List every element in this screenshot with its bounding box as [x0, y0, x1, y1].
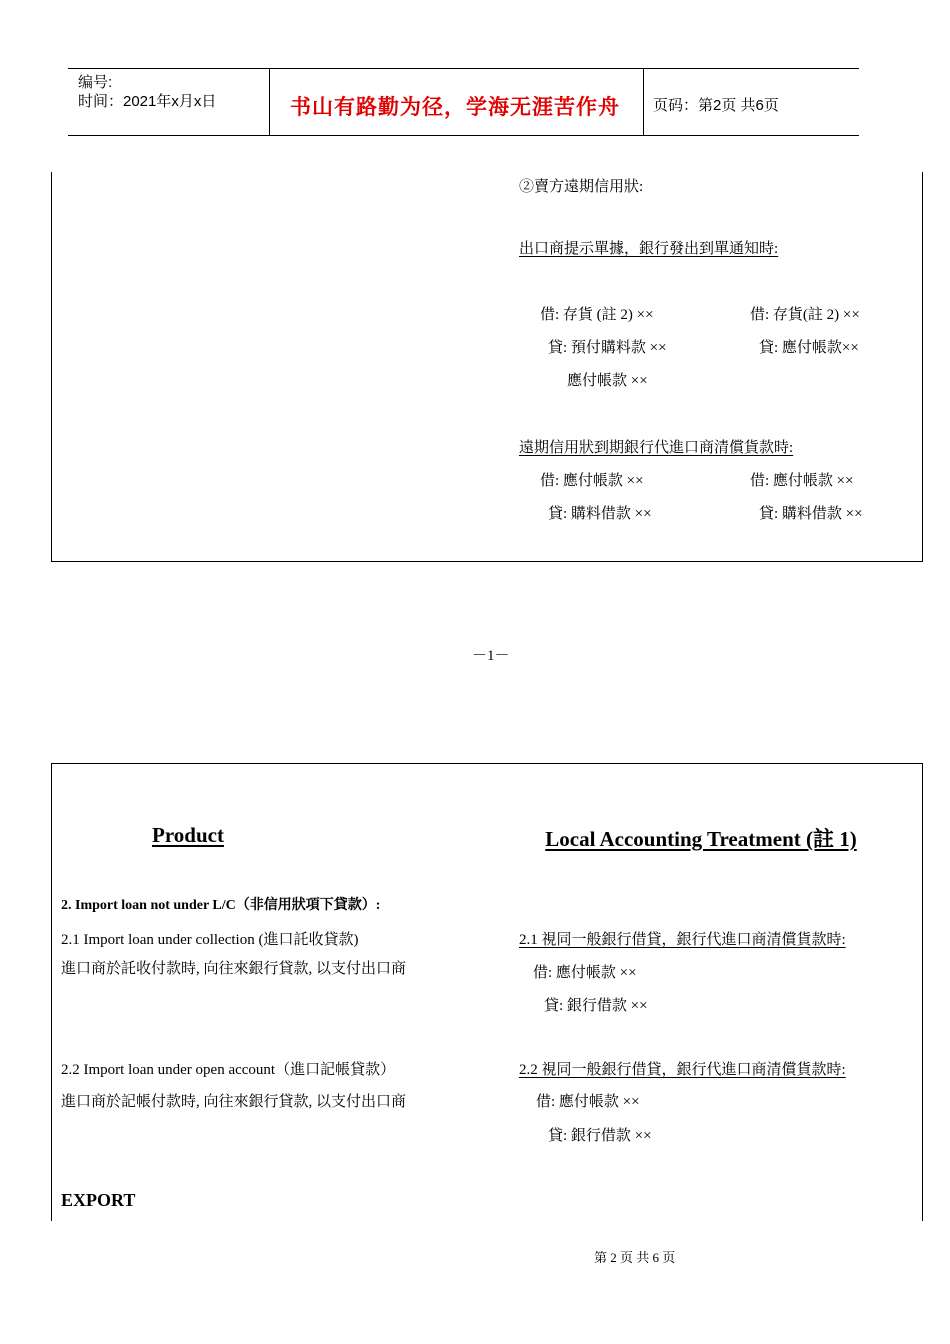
import-loan-section-title: 2. Import loan not under L/C（非信用狀項下貸款）:: [61, 898, 381, 913]
time-label: 时间：2021年x月x日: [78, 93, 217, 110]
product-header: Product: [152, 823, 224, 847]
motto: 书山有路勤为径，学海无涯苦作舟: [290, 96, 620, 119]
s2-left-credit: 貸: 購料借款 ××: [548, 506, 652, 522]
s2-right-credit: 貸: 購料借款 ××: [759, 506, 863, 522]
s1-right-credit: 貸: 應付帳款××: [759, 340, 859, 356]
item2-debit: 借: 應付帳款 ××: [536, 1094, 640, 1110]
presentation-section-title: 出口商提示單據，銀行發出到單通知時:: [519, 241, 779, 257]
treatment-header: Local Accounting Treatment (註 1): [545, 827, 857, 851]
page-code: 页码：第2页 共6页: [653, 97, 779, 114]
item2-desc: 進口商於記帳付款時, 向往來銀行貸款, 以支付出口商: [61, 1094, 407, 1110]
s2-right-debit: 借: 應付帳款 ××: [750, 473, 854, 489]
page-marker: －1－: [472, 648, 510, 664]
s1-right-debit: 借: 存貨(註 2) ××: [750, 307, 860, 323]
export-label: EXPORT: [61, 1190, 136, 1210]
forward-lc-heading: ②賣方遠期信用狀:: [519, 179, 644, 195]
item2-title: 2.2 Import loan under open account（進口記帳貸款）: [61, 1062, 396, 1078]
item2-credit: 貸: 銀行借款 ××: [548, 1128, 652, 1144]
item1-treatment-title: 2.1 視同一般銀行借貸，銀行代進口商清償貨款時:: [519, 932, 846, 948]
item1-credit: 貸: 銀行借款 ××: [544, 998, 648, 1014]
item1-title: 2.1 Import loan under collection (進口託收貸款): [61, 932, 359, 948]
s1-left-debit: 借: 存貨 (註 2) ××: [540, 307, 654, 323]
s1-left-credit2: 應付帳款 ××: [567, 373, 648, 389]
item2-treatment-title: 2.2 視同一般銀行借貸，銀行代進口商清償貨款時:: [519, 1062, 846, 1078]
s2-left-debit: 借: 應付帳款 ××: [540, 473, 644, 489]
footer-page-number: 第 2 页 共 6 页: [594, 1250, 676, 1265]
maturity-section-title: 遠期信用狀到期銀行代進口商清償貨款時:: [519, 440, 794, 456]
item1-desc: 進口商於託收付款時, 向往來銀行貸款, 以支付出口商: [61, 961, 407, 977]
s1-left-credit: 貸: 預付購料款 ××: [548, 340, 667, 356]
item1-debit: 借: 應付帳款 ××: [533, 965, 637, 981]
number-label: 编号:: [78, 74, 113, 91]
